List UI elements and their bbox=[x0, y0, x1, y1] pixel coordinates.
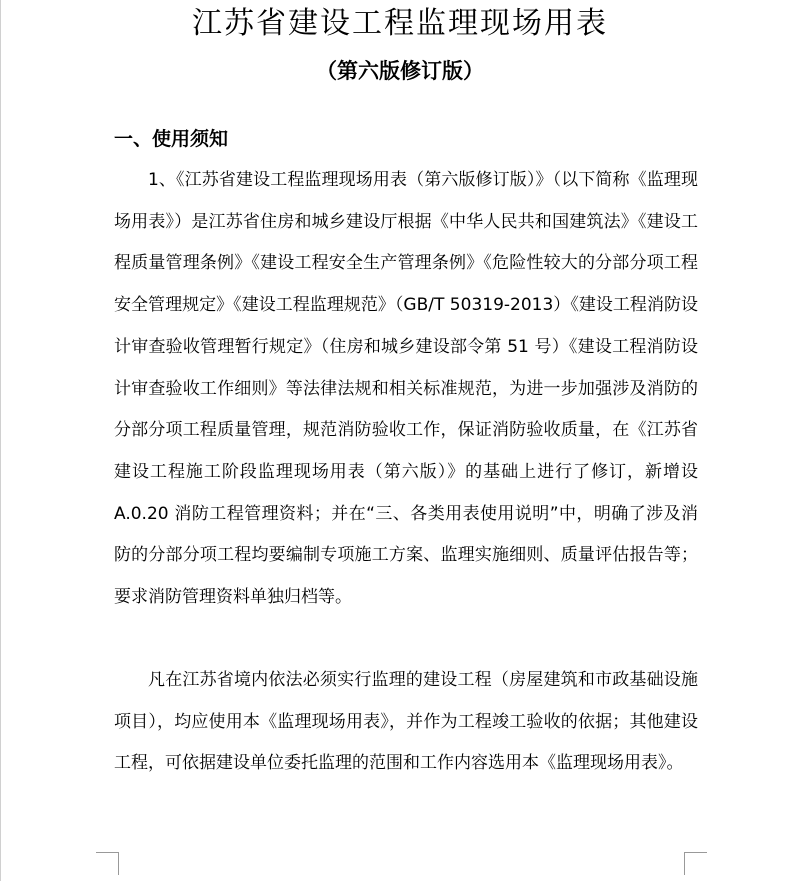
paragraph-1: 1、《江苏省建设工程监理现场用表（第六版修订版）》（以下简称《监理现场用表》）是江苏省住房和城乡建设厅根据《中华人民共和国建筑法》《建设工程质量管理条例》《建设工程安全生产管理条例》《危险性较大的分部分项工程安全管理规定》《建设工程监理规范》（GB/T 50319-2013）《建设工程消防设计审查验收管理暂行规定》（住房和城乡建设部令第 51 号）《建设工程消防设计审查验收工作细则》等法律法规和相关标准规范，为进一步加强涉及消防的分部分项工程质量管理，规范消防验收工作，保证消防验收质量，在《江苏省建设工程施工阶段监理现场用表（第六版）》的基础上进行了修订，新增设 A.0.20 消防工程管理资料；并在“三、各类用表使用说明”中，明确了涉及消防的分部分项工程均要编制专项施工方案、监理实施细则、质量评估报告等；要求消防管理资料单独归档等。 bbox=[114, 170, 698, 608]
document-title: 江苏省建设工程监理现场用表 bbox=[192, 6, 608, 41]
page-corner-mark-left bbox=[96, 852, 119, 875]
page-edge-line bbox=[0, 0, 1, 881]
document-subtitle: （第六版修订版） bbox=[316, 59, 484, 83]
page-corner-mark-right bbox=[684, 852, 707, 875]
paragraph-2: 凡在江苏省境内依法必须实行监理的建设工程（房屋建筑和市政基础设施项目），均应使用本《监理现场用表》，并作为工程竣工验收的依据；其他建设工程，可依据建设单位委托监理的范围和工作内容选用本《监理现场用表》。 bbox=[114, 670, 698, 774]
section-heading: 一、使用须知 bbox=[114, 128, 229, 150]
